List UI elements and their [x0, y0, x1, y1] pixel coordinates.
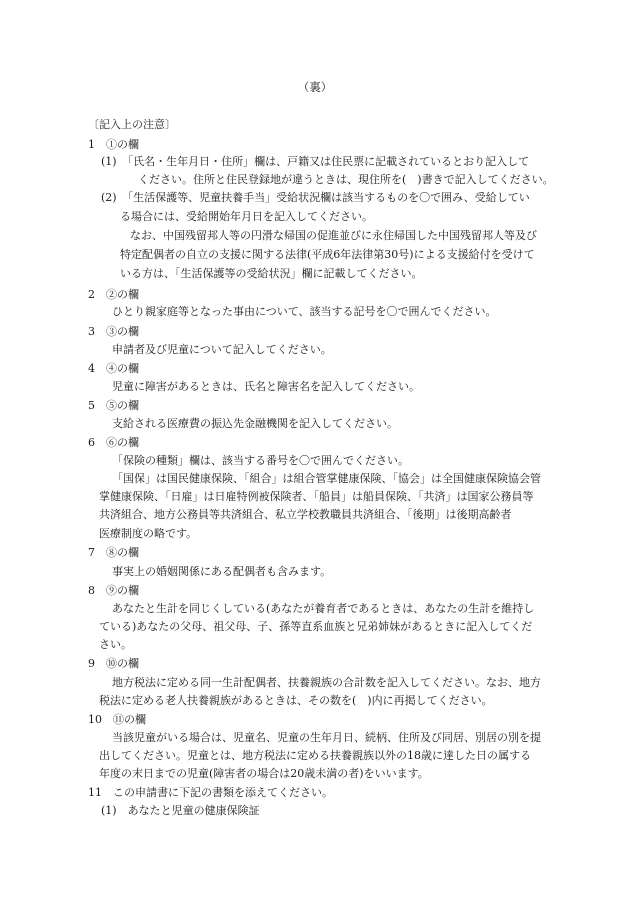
section-6-line-3: 掌健康保険、「日雇」は日雇特例被保険者、「船員」は船員保険、「共済」は国家公務員等 — [99, 490, 534, 503]
section-10-heading: 10 ⑪の欄 — [88, 713, 146, 726]
section-6-line-2: 「国保」は国民健康保険、「組合」は組合管掌健康保険、「協会」は全国健康保険協会管 — [112, 472, 541, 485]
section-5-heading: 5 ⑤の欄 — [88, 399, 139, 412]
section-7-heading: 7 ⑧の欄 — [88, 546, 139, 559]
section-8-heading: 8 ⑨の欄 — [88, 584, 139, 597]
section-11-heading: 11 この申請書に下記の書類を添えてください。 — [88, 786, 333, 799]
section-1-line-1: (1) 「氏名・生年月日・住所」欄は、戸籍又は住民票に記載されているとおり記入して — [101, 155, 530, 168]
section-3-heading: 3 ③の欄 — [88, 325, 139, 338]
section-8-line-2: ている)あなたの父母、祖父母、子、孫等直系血族と兄弟姉妹があるときに記入してくだ — [99, 620, 533, 633]
section-6-line-5: 医療制度の略です。 — [99, 527, 198, 540]
section-9-line-1: 地方税法に定める同一生計配偶者、扶養親族の合計数を記入してください。なお、地方 — [112, 676, 541, 689]
section-10-line-2: 出してください。児童とは、地方税法に定める扶養親族以外の18歳に達した日の属する — [99, 749, 531, 762]
section-6-line-1: 「保険の種類」欄は、該当する番号を〇で囲んでください。 — [112, 454, 409, 467]
section-9-line-2: 税法に定める老人扶養親族があるときは、その数を( )内に再掲してください。 — [99, 694, 493, 707]
section-3-line-1: 申請者及び児童について記入してください。 — [112, 343, 332, 356]
section-8-line-3: さい。 — [99, 638, 132, 651]
section-6-heading: 6 ⑥の欄 — [88, 436, 139, 449]
section-1-line-5: なお、中国残留邦人等の円滑な帰国の促進並びに永住帰国した中国残留邦人等及び — [130, 229, 537, 242]
section-11-line-1: (1) あなたと児童の健康保険証 — [101, 804, 260, 817]
section-7-line-1: 事実上の婚姻関係にある配偶者も含みます。 — [112, 565, 332, 578]
notes-heading: 〔記入上の注意〕 — [88, 118, 176, 131]
section-10-line-3: 年度の末日までの児童(障害者の場合は20歳未満の者)をいいます。 — [99, 767, 429, 780]
section-8-line-1: あなたと生計を同じくしている(あなたが養育者であるときは、あなたの生計を維持し — [112, 602, 535, 615]
section-1-line-3: (2) 「生活保護等、児童扶養手当」受給状況欄は該当するものを〇で囲み、受給してい — [101, 191, 530, 204]
page-title: （裏） — [297, 80, 333, 94]
section-9-heading: 9 ⑩の欄 — [88, 657, 139, 670]
section-2-line-1: ひとり親家庭等となった事由について、該当する記号を〇で囲んでください。 — [112, 305, 497, 318]
section-1-line-4: る場合には、受給開始年月日を記入してください。 — [120, 210, 373, 223]
section-2-heading: 2 ②の欄 — [88, 288, 139, 301]
section-4-heading: 4 ④の欄 — [88, 362, 139, 375]
section-5-line-1: 支給される医療費の振込先金融機関を記入してください。 — [112, 417, 398, 430]
section-1-line-6: 特定配偶者の自立の支援に関する法律(平成6年法律第30号)による支援給付を受けて — [120, 248, 535, 261]
section-4-line-1: 児童に障害があるときは、氏名と障害名を記入してください。 — [112, 380, 420, 393]
section-1-heading: 1 ①の欄 — [88, 138, 139, 151]
section-6-line-4: 共済組合、地方公務員等共済組合、私立学校教職員共済組合、「後期」は後期高齢者 — [99, 508, 512, 521]
section-1-line-7: いる方は、「生活保護等の受給状況」欄に記載してください。 — [120, 267, 423, 280]
section-10-line-1: 当該児童がいる場合は、児童名、児童の生年月日、続柄、住所及び同居、別居の別を提 — [112, 731, 541, 744]
section-1-line-2: ください。住所と住民登録地が違うときは、現住所を( )書きで記入してください。 — [138, 173, 554, 186]
